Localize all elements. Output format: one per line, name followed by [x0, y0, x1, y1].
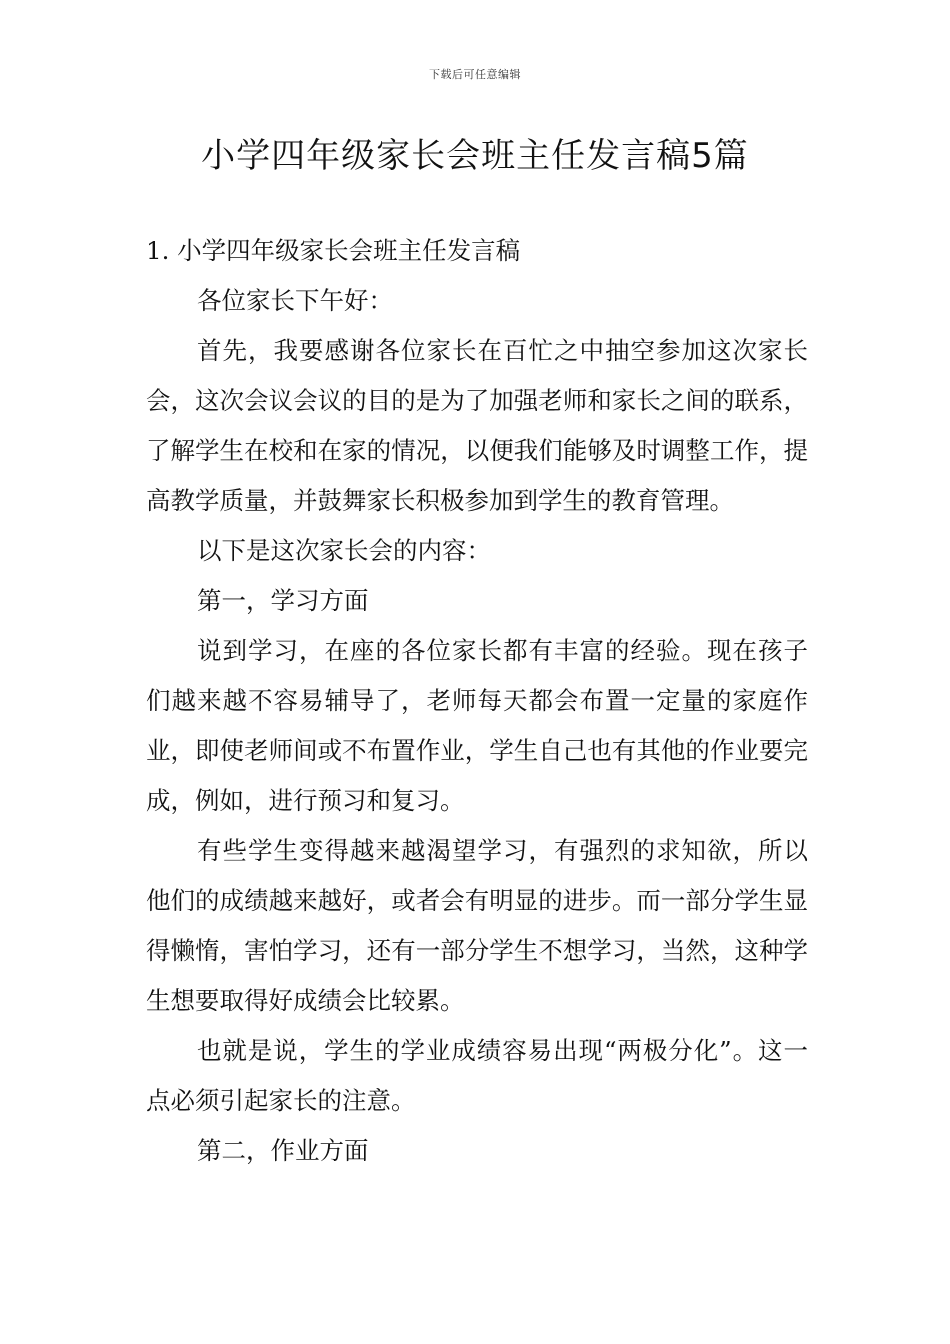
body-paragraph: 有些学生变得越来越渴望学习，有强烈的求知欲，所以他们的成绩越来越好，或者会有明显的进步。而一部分学生显得懒惰，害怕学习，还有一部分学生不想学习，当然，这种学生想要取得好成绩会比较累。	[146, 836, 808, 1015]
greeting-paragraph: 各位家长下午好：	[197, 286, 393, 315]
subheading-paragraph: 第一，学习方面	[197, 586, 369, 615]
subheading-paragraph: 第二，作业方面	[197, 1136, 369, 1165]
body-paragraph: 以下是这次家长会的内容：	[197, 536, 491, 565]
body-paragraph: 首先，我要感谢各位家长在百忙之中抽空参加这次家长会，这次会议会议的目的是为了加强老师和家长之间的联系，了解学生在校和在家的情况，以便我们能够及时调整工作，提高教学质量，并鼓舞家长积极参加到学生的教育管理。	[146, 336, 808, 515]
body-paragraph: 也就是说，学生的学业成绩容易出现“两极分化”。这一点必须引起家长的注意。	[146, 1036, 808, 1115]
body-paragraph: 说到学习，在座的各位家长都有丰富的经验。现在孩子们越来越不容易辅导了，老师每天都会布置一定量的家庭作业，即使老师间或不布置作业，学生自己也有其他的作业要完成，例如，进行预习和复习。	[146, 636, 808, 815]
section-heading: 1. 小学四年级家长会班主任发言稿	[146, 236, 521, 265]
document-title: 小学四年级家长会班主任发言稿5篇	[201, 136, 749, 176]
document-body	[146, 226, 808, 1176]
header-note: 下载后可任意编辑	[429, 68, 521, 81]
